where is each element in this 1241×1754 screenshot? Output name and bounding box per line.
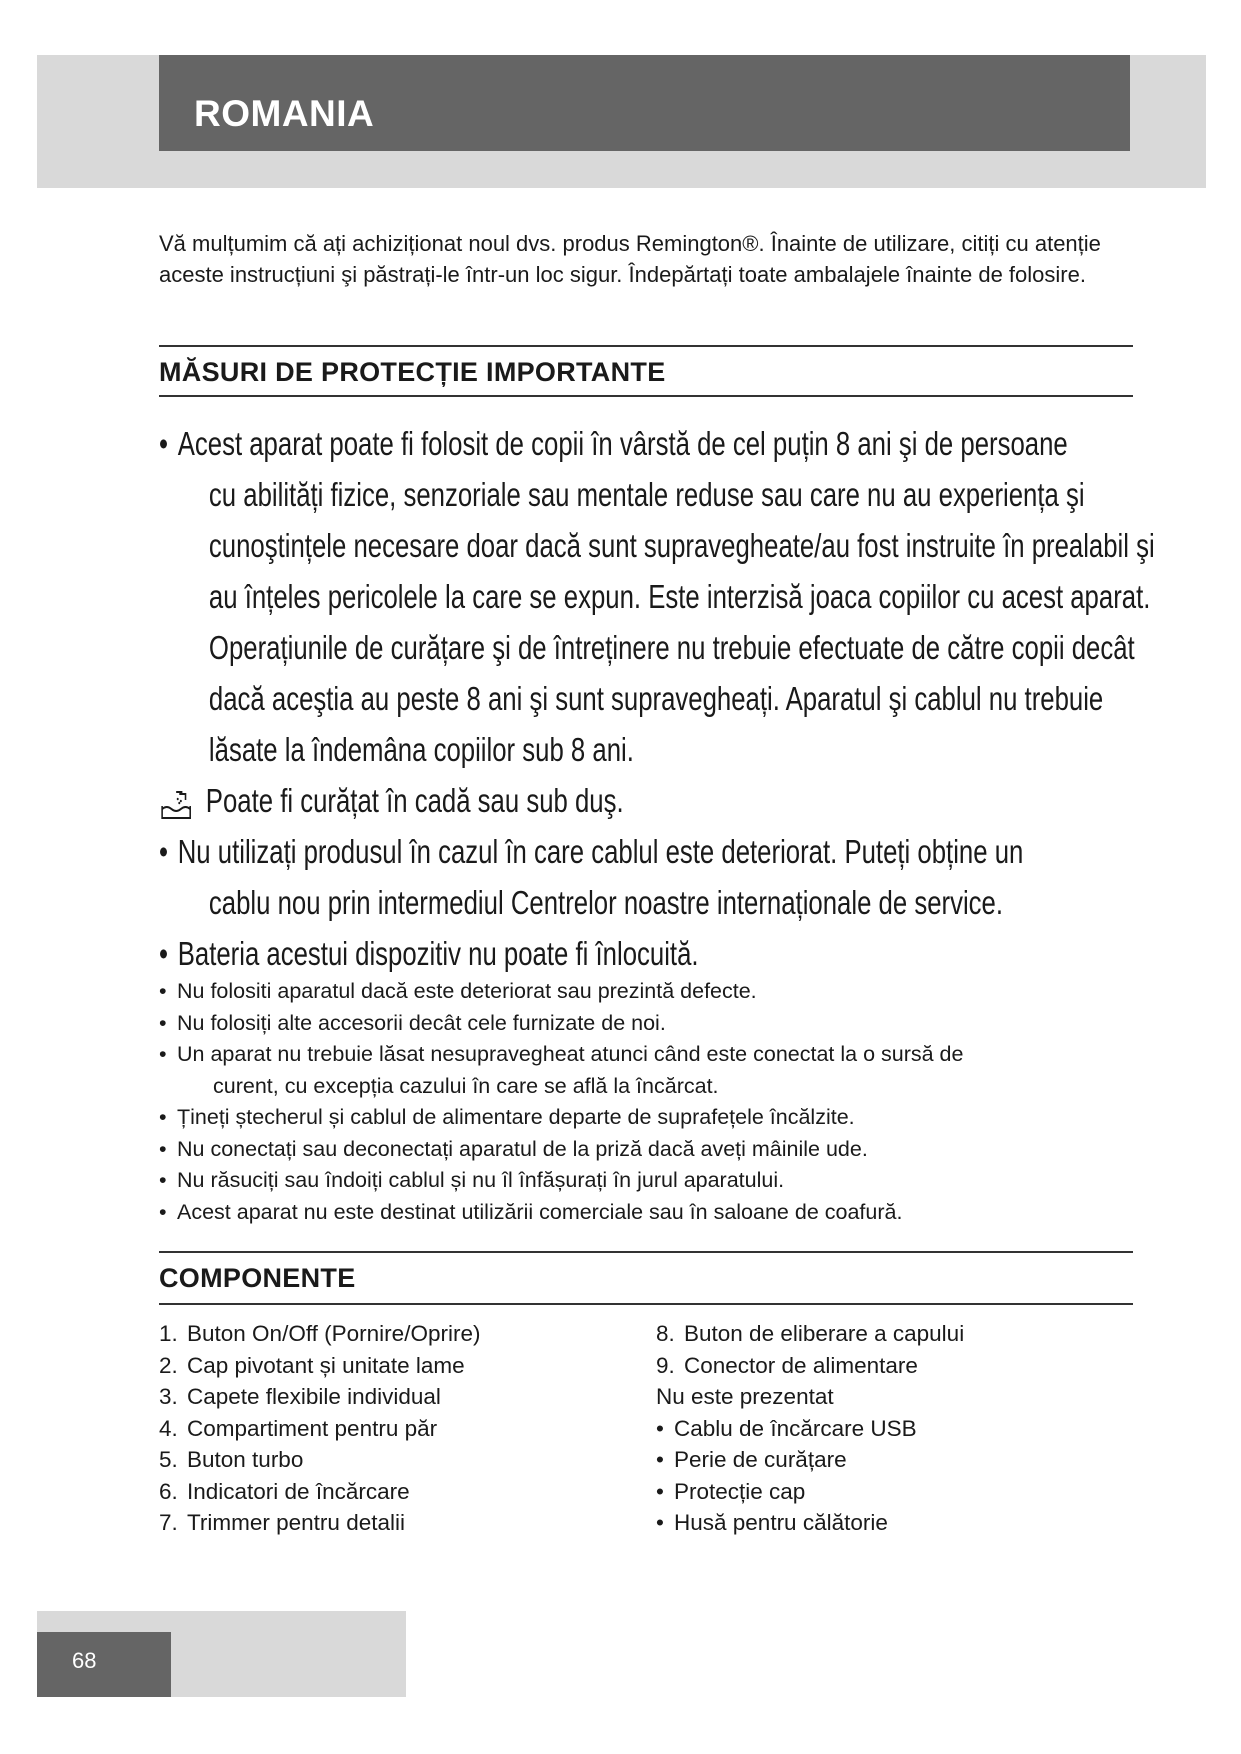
list-item [159, 1197, 1119, 1229]
list-item-text: Bateria acestui dispozitiv nu poate fi înlocuită. [177, 935, 699, 972]
not-shown-label: Nu este prezentat [656, 1384, 834, 1409]
components-section-title: COMPONENTE [159, 1263, 356, 1293]
page-title: ROMANIA [194, 93, 375, 134]
bullet: • [159, 935, 169, 972]
list-item [159, 1039, 1119, 1102]
page-number: 68 [72, 1648, 97, 1673]
component-item: 6. Indicatori de încărcare [159, 1478, 410, 1504]
list-item [159, 418, 1168, 775]
list-item [159, 826, 1168, 928]
component-item: 7. Trimmer pentru detalii [159, 1510, 405, 1535]
list-item-text: Nu utilizați produsul în cazul în care cablul este deteriorat. Puteți obține un [177, 833, 1024, 870]
section-rule-top [159, 1251, 1133, 1253]
bullet: • [159, 979, 167, 1003]
list-item-shower [159, 775, 1196, 826]
list-item-text: Poate fi curățat în cadă sau sub duş. [205, 782, 624, 819]
section-rule-top [159, 345, 1133, 347]
header-box [159, 55, 1130, 151]
component-item: 3. Capete flexibile individual [159, 1384, 441, 1409]
section-rule-bottom [159, 1303, 1133, 1305]
bullet: • [159, 1199, 167, 1224]
list-item-text: Nu conectați sau deconectați aparatul de la priză dacă aveți mâinile ude. [177, 1136, 868, 1161]
safety-large-list [159, 418, 1155, 979]
components-list-left [159, 1318, 480, 1539]
list-item-text: Nu folosiți alte accesorii decât cele furnizate de noi. [177, 1010, 666, 1035]
not-shown-item: • Cablu de încărcare USB [656, 1415, 917, 1441]
component-item: 1. Buton On/Off (Pornire/Oprire) [159, 1321, 481, 1346]
component-item: 8. Buton de eliberare a capului [656, 1321, 965, 1346]
bullet: • [159, 1168, 167, 1192]
list-item-text-continued: cablu nou prin intermediul Centrelor noastre internaționale de service. [208, 884, 1004, 921]
list-item [159, 976, 1119, 1008]
safety-section-title: MĂSURI DE PROTECȚIE IMPORTANTE [159, 357, 666, 387]
bullet: • [159, 1136, 167, 1161]
components-list-right [656, 1318, 964, 1539]
component-item: 9. Conector de alimentare [656, 1352, 918, 1378]
list-item-text: Nu răsuciți sau îndoiți cablul și nu îl înfășurați în jurul aparatului. [177, 1168, 785, 1192]
list-item [159, 1102, 1119, 1134]
bullet: • [159, 833, 169, 870]
page-number-box [37, 1632, 171, 1697]
list-item-text: Nu folositi aparatul dacă este deteriorat sau prezintă defecte. [177, 979, 757, 1003]
list-item [159, 1165, 1119, 1197]
list-item-text-continued: curent, cu excepția cazului în care se află la încărcat. [213, 1073, 719, 1098]
not-shown-item: • Husă pentru călătorie [656, 1510, 888, 1535]
list-item [159, 1008, 1119, 1040]
list-item [159, 1134, 1119, 1166]
component-item: 2. Cap pivotant și unitate lame [159, 1352, 465, 1378]
component-item: 5. Buton turbo [159, 1447, 304, 1472]
component-item: 4. Compartiment pentru păr [159, 1415, 438, 1441]
bullet: • [159, 1042, 167, 1066]
intro-paragraph: Vă mulțumim că ați achiziționat noul dvs. produs Remington®. Înainte de utilizare, citiți cu atenție aceste instrucțiuni şi păstrați-le într-un loc sigur. Îndepărtați toate ambalajele înainte de folosire. [159, 231, 1101, 287]
list-item-text: Țineți ștecherul și cablul de alimentare departe de suprafețele încălzite. [177, 1105, 855, 1129]
not-shown-item: • Perie de curățare [656, 1447, 847, 1472]
list-item-text: Acest aparat nu este destinat utilizării comerciale sau în saloane de coafură. [177, 1199, 903, 1224]
list-item-text: Un aparat nu trebuie lăsat nesupravegheat atunci când este conectat la o sursă de [177, 1042, 964, 1066]
list-item-text-continued: cu abilități fizice, senzoriale sau mentale reduse sau care nu au experiența şi cunoştințele necesare doar dacă sunt supravegheate/au fost instruite în prealabil şi au înțeles pericolele la care se expun. Este interzisă joaca copiilor cu acest aparat. Operațiunile de curățare şi de întreținere nu trebuie efectuate de către copii decât dacă aceştia au peste 8 ani şi sunt supravegheați. Aparatul şi cablul nu trebuie lăsate la îndemâna copiilor sub 8 ani. [208, 476, 1155, 768]
safety-small-list [159, 976, 1119, 1228]
section-rule-bottom [159, 395, 1133, 397]
list-item-text: Acest aparat poate fi folosit de copii în vârstă de cel puțin 8 ani şi de persoane [177, 425, 1068, 462]
bullet: • [159, 1105, 167, 1129]
list-item [159, 928, 1168, 979]
bullet: • [159, 1010, 167, 1035]
bullet: • [159, 425, 169, 462]
not-shown-item: • Protecție cap [656, 1478, 806, 1504]
